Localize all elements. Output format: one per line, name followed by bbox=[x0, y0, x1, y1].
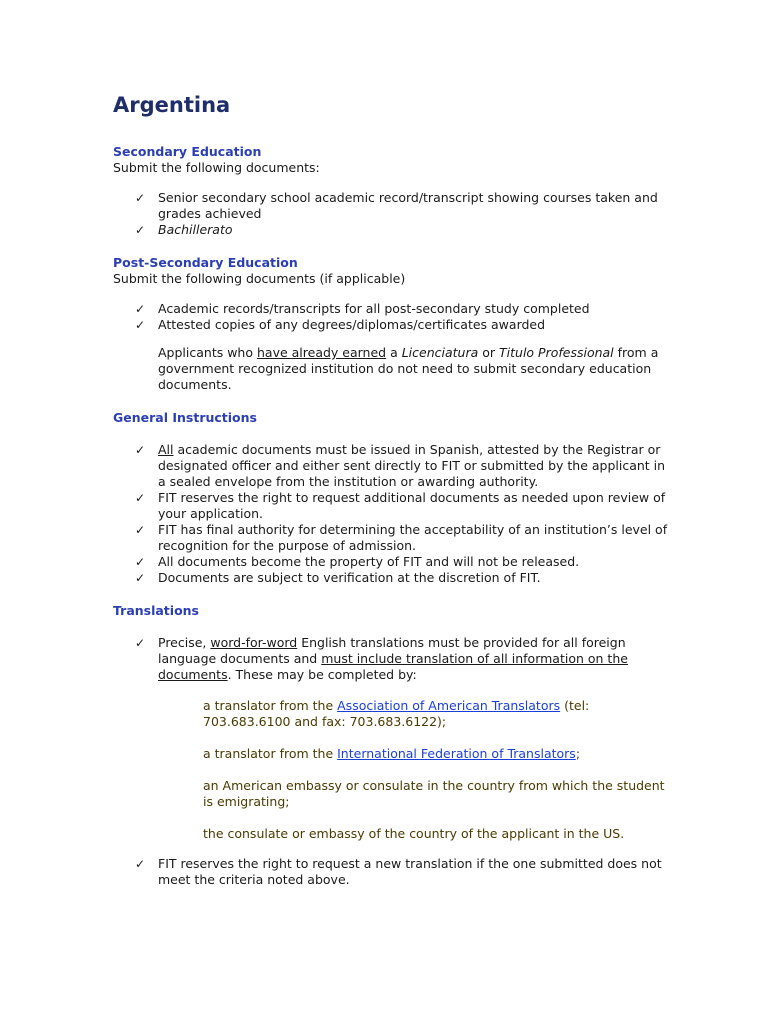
postsecondary-intro: Submit the following documents (if applicable) bbox=[113, 271, 406, 286]
document-page bbox=[113, 92, 673, 888]
checkmark-icon: ✓ bbox=[135, 523, 146, 537]
list-item: ✓ Academic records/transcripts for all post-secondary study completed bbox=[135, 301, 590, 316]
list-item: ✓ FIT has final authority for determining the acceptability of an institution’s level of recognition for the purpose of admission. bbox=[135, 522, 668, 553]
postsecondary-heading: Post-Secondary Education bbox=[113, 255, 298, 270]
checkmark-icon: ✓ bbox=[135, 555, 146, 569]
translations-section bbox=[113, 603, 673, 888]
list-item: ✓ FIT reserves the right to request a new translation if the one submitted does not meet the criteria noted above. bbox=[135, 856, 662, 887]
general-list bbox=[113, 442, 673, 586]
list-item: ✓ Precise, word-for-word English translations must be provided for all foreign language documents and must include translation of all information on the documents. These may be completed by: bbox=[135, 635, 628, 682]
general-section bbox=[113, 410, 673, 586]
postsecondary-note: Applicants who have already earned a Licenciatura or Titulo Professional from a government recognized institution do not need to submit secondary education documents. bbox=[158, 345, 659, 392]
general-heading: General Instructions bbox=[113, 410, 257, 425]
list-item: ✓ All academic documents must be issued in Spanish, attested by the Registrar or designated officer and either sent directly to FIT or submitted by the applicant in a sealed envelope from the institution or awarding authority. bbox=[135, 442, 666, 489]
checkmark-icon: ✓ bbox=[135, 302, 146, 316]
translations-list-2 bbox=[113, 856, 673, 888]
list-item: ✓ FIT reserves the right to request additional documents as needed upon review of your application. bbox=[135, 490, 666, 521]
translator-option: an American embassy or consulate in the country from which the student is emigrating; bbox=[203, 778, 665, 809]
checkmark-icon: ✓ bbox=[135, 191, 146, 205]
secondary-list bbox=[113, 190, 673, 238]
translations-list bbox=[113, 635, 673, 683]
translator-option: the consulate or embassy of the country of the applicant in the US. bbox=[203, 826, 625, 841]
checkmark-icon: ✓ bbox=[135, 443, 146, 457]
translator-options bbox=[203, 698, 673, 842]
secondary-intro: Submit the following documents: bbox=[113, 160, 320, 175]
translator-option: a translator from the Association of American Translators (tel: 703.683.6100 and fax: 703.683.6122); bbox=[203, 698, 590, 729]
list-item: ✓ Senior secondary school academic record/transcript showing courses taken and grades achieved bbox=[135, 190, 658, 221]
checkmark-icon: ✓ bbox=[135, 223, 146, 237]
translator-option: a translator from the International Federation of Translators; bbox=[203, 746, 581, 761]
secondary-heading: Secondary Education bbox=[113, 144, 262, 159]
checkmark-icon: ✓ bbox=[135, 857, 146, 871]
list-item: ✓ Bachillerato bbox=[135, 222, 233, 237]
checkmark-icon: ✓ bbox=[135, 491, 146, 505]
list-item: ✓ All documents become the property of FIT and will not be released. bbox=[135, 554, 580, 569]
list-item: ✓ Documents are subject to verification at the discretion of FIT. bbox=[135, 570, 541, 585]
postsecondary-section bbox=[113, 255, 673, 393]
checkmark-icon: ✓ bbox=[135, 571, 146, 585]
checkmark-icon: ✓ bbox=[135, 636, 146, 650]
page-title: Argentina bbox=[113, 93, 231, 117]
postsecondary-list bbox=[113, 301, 673, 333]
fit-translators-link[interactable]: International Federation of Translators bbox=[337, 746, 576, 761]
aat-link[interactable]: Association of American Translators bbox=[337, 698, 561, 713]
translations-heading: Translations bbox=[113, 603, 199, 618]
secondary-section bbox=[113, 144, 673, 238]
checkmark-icon: ✓ bbox=[135, 318, 146, 332]
list-item: ✓ Attested copies of any degrees/diplomas/certificates awarded bbox=[135, 317, 546, 332]
